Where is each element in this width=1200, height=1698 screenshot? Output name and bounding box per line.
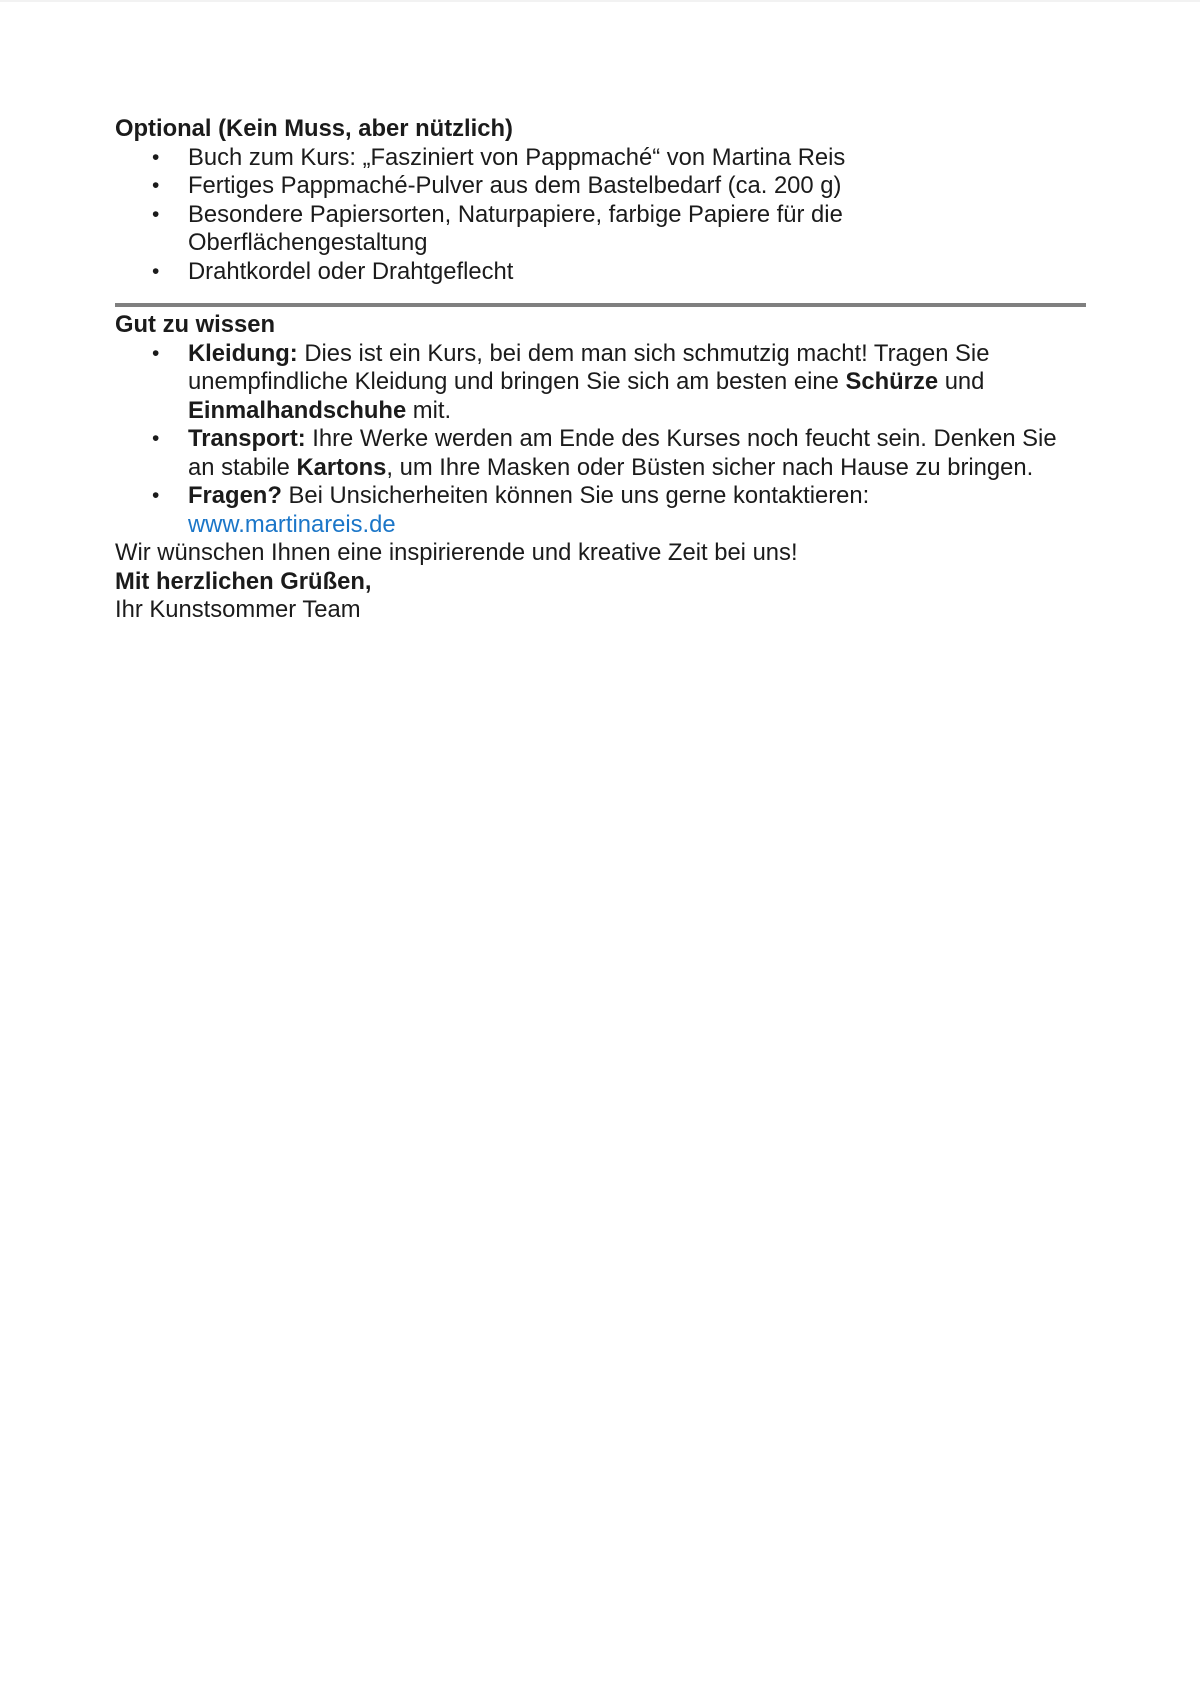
bullet-icon: • — [152, 145, 160, 169]
closing-wish: Wir wünschen Ihnen eine inspirierende und kreative Zeit bei uns! — [115, 539, 798, 566]
section-heading-gut-zu-wissen: Gut zu wissen — [115, 311, 275, 338]
list-item-rich-text: Fragen? Bei Unsicherheiten können Sie uns gerne kontaktieren: — [188, 482, 870, 509]
info-list — [115, 340, 1086, 540]
list-item-text: Fertiges Pappmaché-Pulver aus dem Bastelbedarf (ca. 200 g) — [188, 172, 842, 199]
list-item — [115, 482, 1086, 539]
list-item — [115, 201, 1086, 258]
list-item-text: Drahtkordel oder Drahtgeflecht — [188, 257, 514, 285]
bullet-icon: • — [152, 259, 160, 283]
list-item-text: Kleidung: Dies ist ein Kurs, bei dem man sich schmutzig macht! Tragen Sie unempfindliche Kleidung und bringen Sie sich am besten eine Schürze und Einmalhandschuhe mit. — [188, 339, 990, 424]
bullet-icon: • — [152, 484, 160, 507]
list-item-text — [188, 482, 1086, 539]
list-item — [115, 172, 1086, 201]
list-item — [115, 258, 1086, 287]
optional-list — [115, 144, 1086, 287]
section-heading-optional: Optional (Kein Muss, aber nützlich) — [115, 115, 513, 142]
list-item-text: Besondere Papiersorten, Naturpapiere, farbige Papiere für die Oberflächengestaltung — [188, 200, 843, 256]
closing-signature: Ihr Kunstsommer Team — [115, 596, 361, 623]
list-item — [115, 425, 1086, 482]
list-item-text: Transport: Ihre Werke werden am Ende des Kurses noch feucht sein. Denken Sie an stabile Kartons, um Ihre Masken oder Büsten sicher nach Hause zu bringen. — [188, 425, 1057, 481]
section-divider — [115, 303, 1086, 307]
list-item — [115, 340, 1086, 426]
list-item — [115, 144, 1086, 173]
bullet-icon: • — [152, 341, 160, 365]
bullet-icon: • — [152, 427, 160, 450]
bullet-icon: • — [152, 174, 160, 197]
bullet-icon: • — [152, 202, 160, 226]
website-link[interactable]: www.martinareis.de — [188, 510, 396, 538]
closing-greeting: Mit herzlichen Grüßen, — [115, 567, 372, 595]
list-item-text: Buch zum Kurs: „Fasziniert von Pappmaché“ von Martina Reis — [188, 143, 846, 171]
